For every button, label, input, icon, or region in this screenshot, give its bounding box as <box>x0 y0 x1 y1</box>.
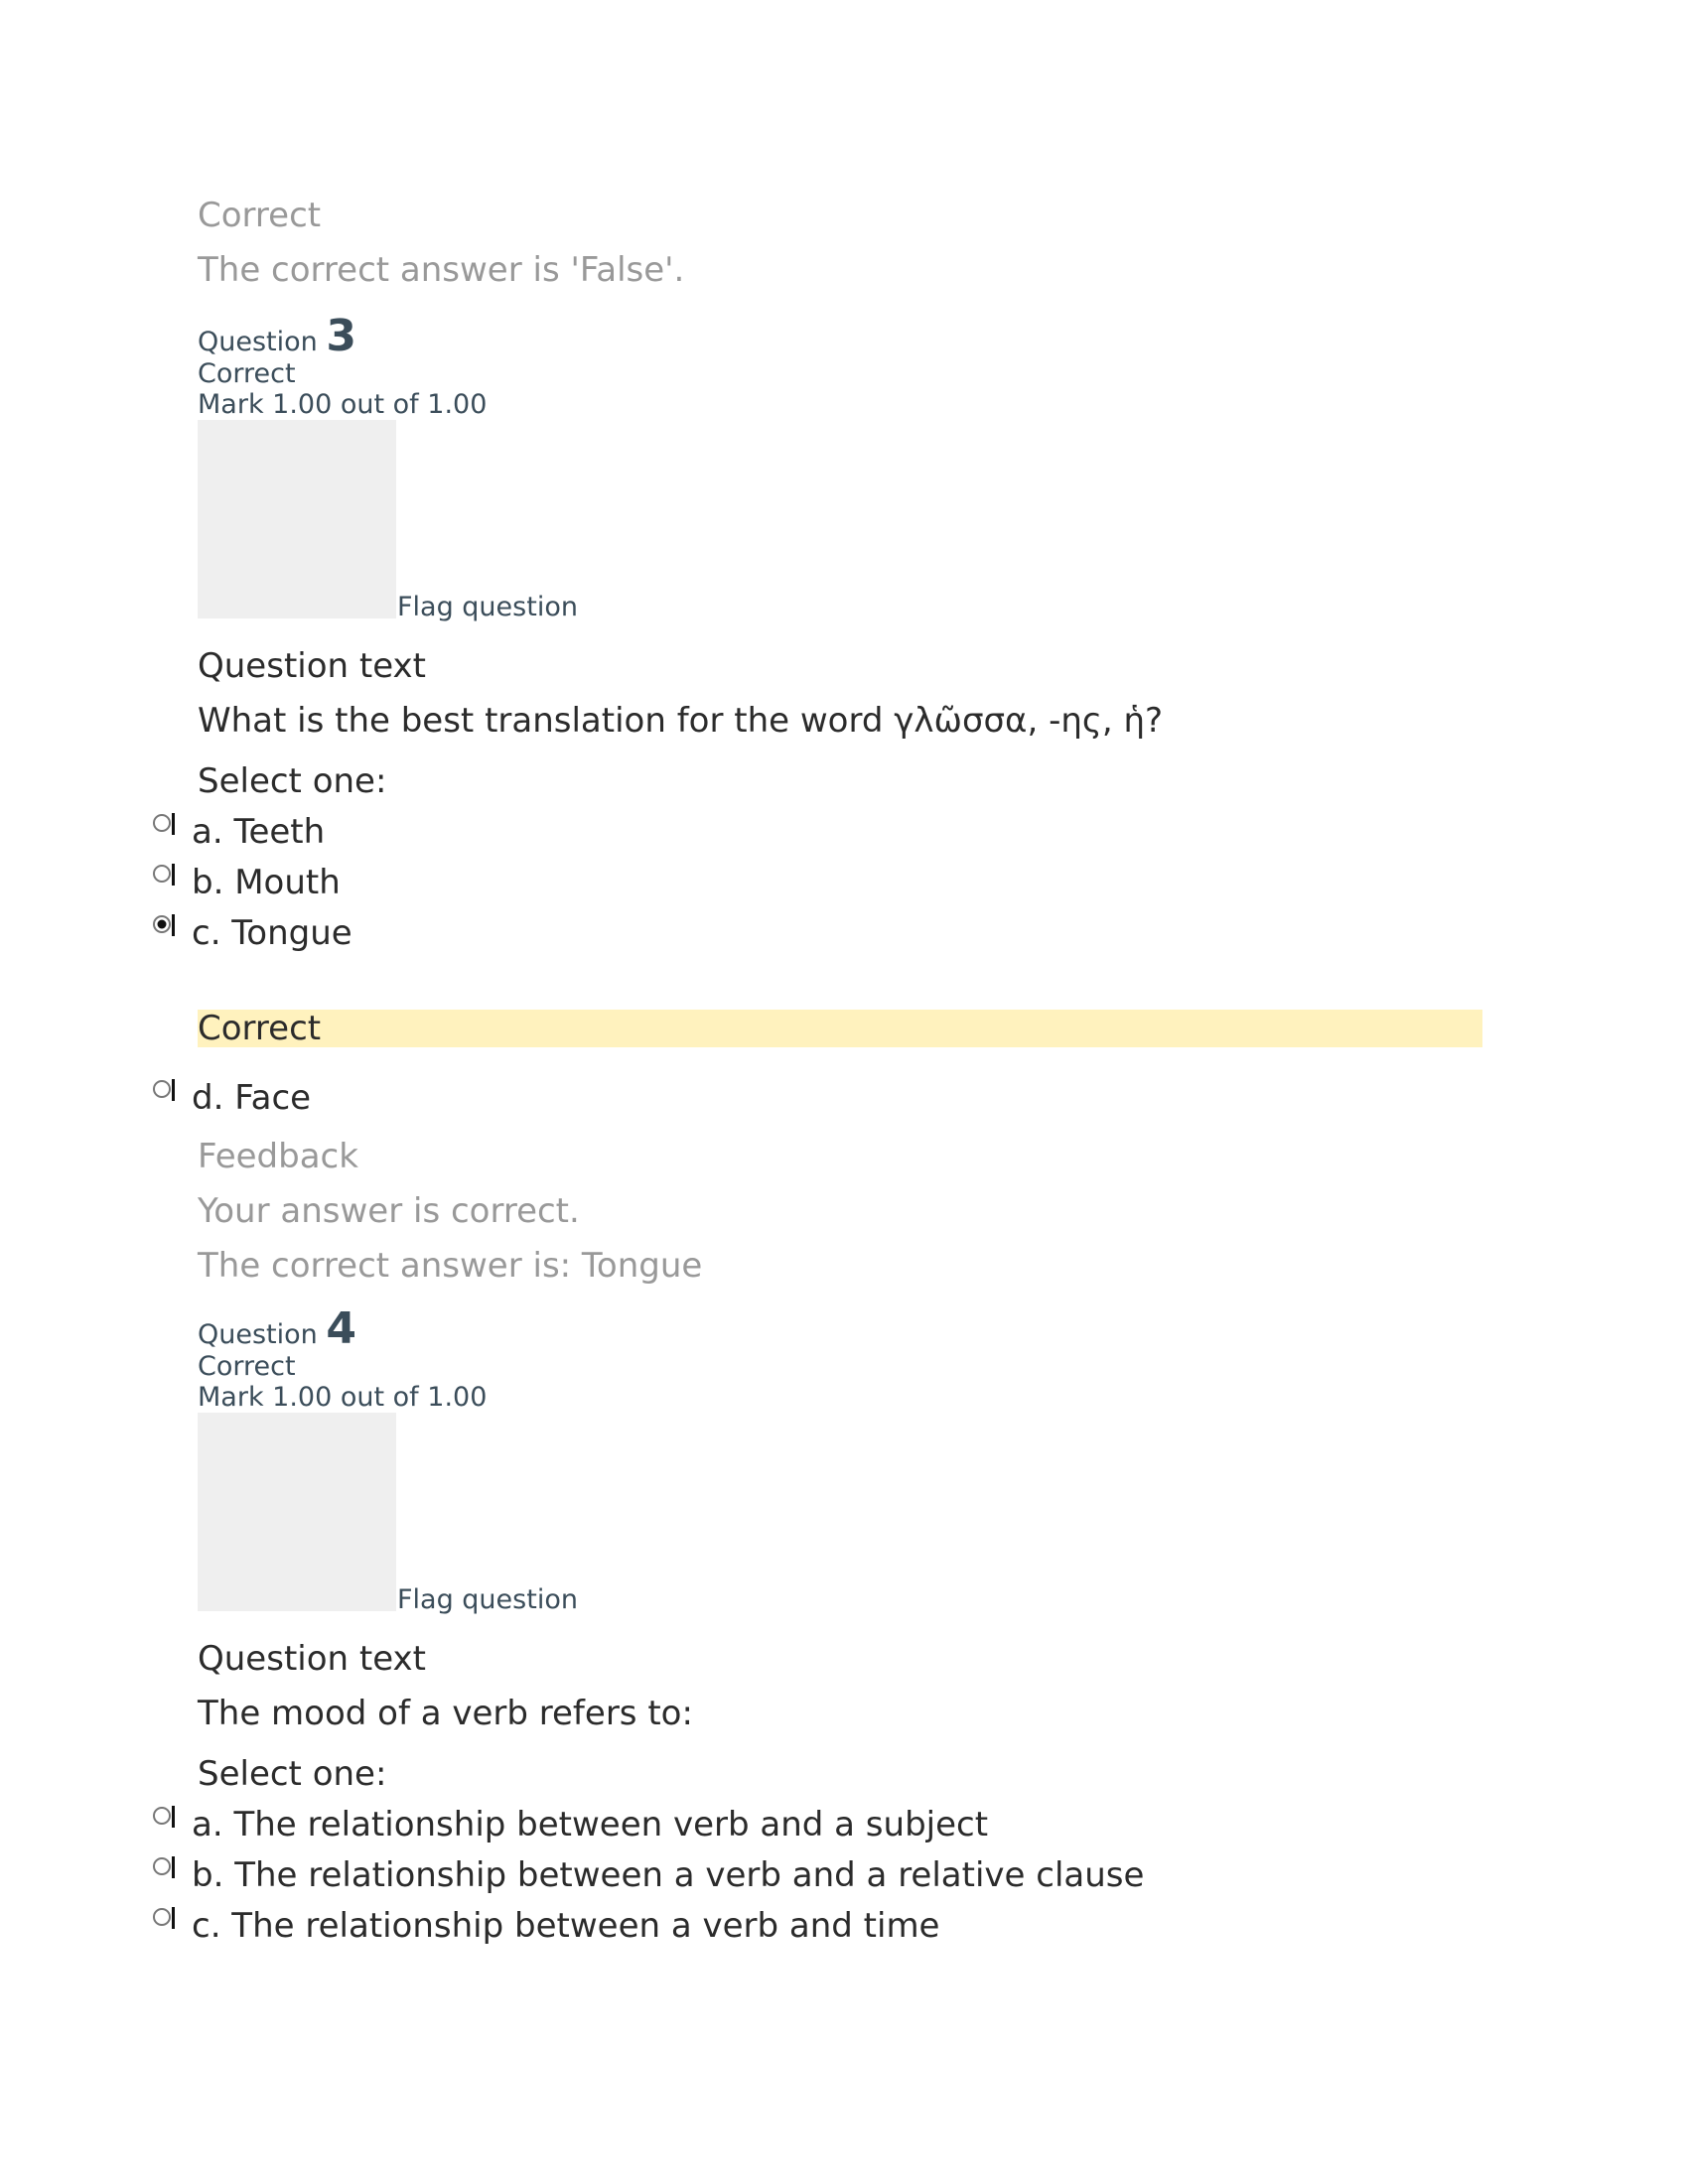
question-3-select-prompt: Select one: <box>198 761 387 801</box>
question-3-heading <box>198 311 356 361</box>
q3-option-feedback-highlight <box>198 1010 1482 1047</box>
q3-option-b-radio[interactable] <box>151 862 171 882</box>
radio-unchecked-icon <box>151 811 177 837</box>
q3-option-c-radio[interactable] <box>151 912 171 932</box>
radio-unchecked-icon <box>151 1854 177 1880</box>
question-4-select-prompt: Select one: <box>198 1754 387 1794</box>
radio-unchecked-icon <box>151 1077 177 1103</box>
q4-option-a-radio[interactable] <box>151 1804 171 1824</box>
q3-feedback-text: Your answer is correct. <box>198 1191 580 1231</box>
question-3-flag-link[interactable]: Flag question <box>397 592 578 622</box>
q3-option-d-radio[interactable] <box>151 1077 171 1097</box>
question-4-text: The mood of a verb refers to: <box>198 1694 693 1733</box>
question-3-text: What is the best translation for the word γλῶσσα, -ης, ἡ? <box>198 701 1164 741</box>
q4-option-c-label[interactable]: c. The relationship between a verb and time <box>192 1906 940 1946</box>
question-3-state: Correct <box>198 358 296 389</box>
question-4-flag-link[interactable]: Flag question <box>397 1584 578 1615</box>
question-3-mark: Mark 1.00 out of 1.00 <box>198 389 488 420</box>
radio-unchecked-icon <box>151 1804 177 1830</box>
prev-correct-answer: The correct answer is 'False'. <box>198 250 685 290</box>
question-4-flag-image <box>198 1413 396 1611</box>
q3-option-b-label[interactable]: b. Mouth <box>192 863 341 902</box>
question-4-heading <box>198 1303 356 1354</box>
q3-feedback-heading: Feedback <box>198 1137 358 1176</box>
question-label: Question <box>198 327 318 357</box>
question-3-flag-image <box>198 420 396 618</box>
question-number: 4 <box>326 1303 356 1354</box>
prev-status: Correct <box>198 196 322 235</box>
radio-checked-icon <box>151 912 177 938</box>
question-number: 3 <box>326 311 356 361</box>
q4-option-a-label[interactable]: a. The relationship between verb and a subject <box>192 1805 989 1844</box>
q3-correct-answer: The correct answer is: Tongue <box>198 1246 703 1286</box>
question-label: Question <box>198 1319 318 1350</box>
q3-option-c-label[interactable]: c. Tongue <box>192 913 352 953</box>
question-4-state: Correct <box>198 1351 296 1382</box>
q4-option-c-radio[interactable] <box>151 1905 171 1925</box>
radio-unchecked-icon <box>151 1905 177 1931</box>
q3-option-feedback: Correct <box>198 1009 322 1048</box>
question-4-text-heading: Question text <box>198 1639 426 1679</box>
q3-option-a-radio[interactable] <box>151 811 171 831</box>
q3-option-a-label[interactable]: a. Teeth <box>192 812 326 852</box>
question-4-mark: Mark 1.00 out of 1.00 <box>198 1382 488 1413</box>
question-3-text-heading: Question text <box>198 646 426 686</box>
q3-option-d-label[interactable]: d. Face <box>192 1078 312 1118</box>
q4-option-b-radio[interactable] <box>151 1854 171 1874</box>
q4-option-b-label[interactable]: b. The relationship between a verb and a relative clause <box>192 1855 1145 1895</box>
radio-unchecked-icon <box>151 862 177 887</box>
